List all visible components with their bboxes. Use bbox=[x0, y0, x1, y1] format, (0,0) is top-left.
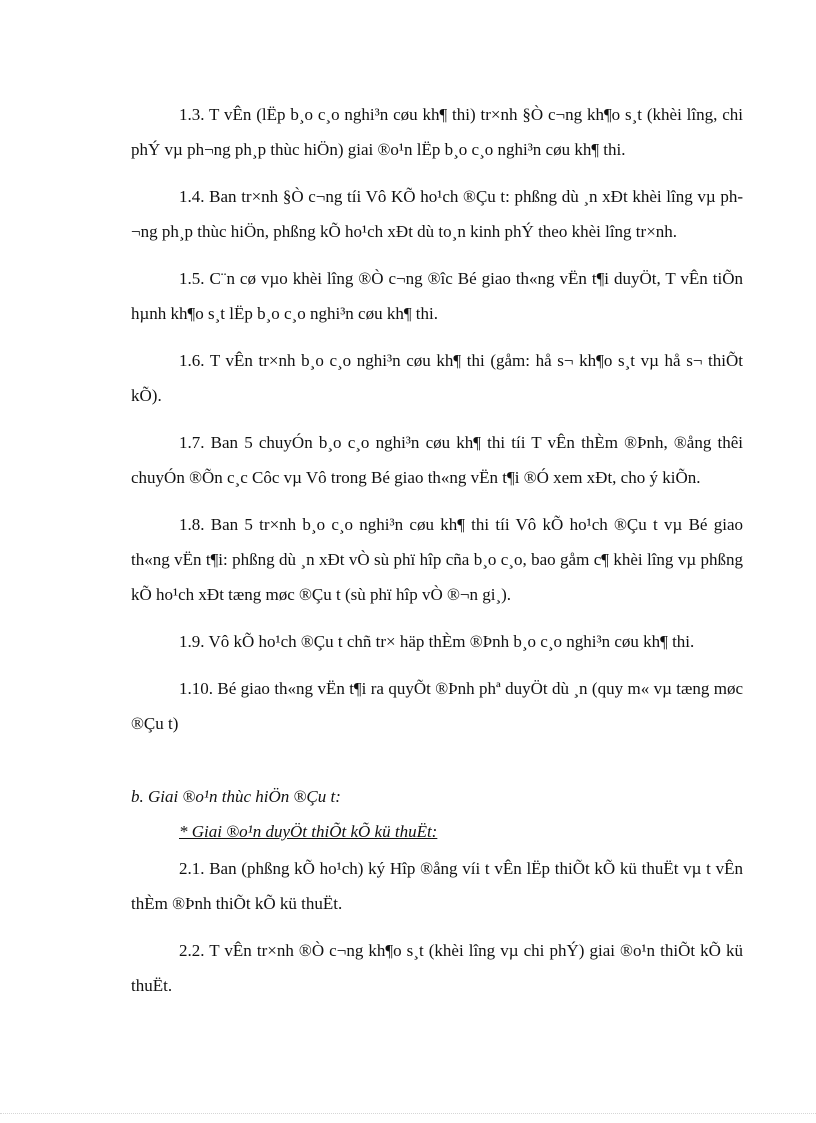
paragraph-1-7: 1.7. Ban 5 chuyÓn b¸o c¸o nghi³n cøu kh¶ thi tíi T vÊn thÈm ®Þnh, ®ång thêi chuyÓn ®Õn c¸c Côc vµ Vô trong Bé giao th«ng vËn t¶i ®Ó xem xÐt, cho ý kiÕn. bbox=[131, 433, 743, 487]
paragraph-1-5: 1.5. C¨n cø vµo khèi lîng ®Ò c¬ng ®îc Bé giao th«ng vËn t¶i duyÖt, T vÊn tiÕn hµnh kh¶o s¸t lËp b¸o c¸o nghi³n cøu kh¶ thi. bbox=[131, 269, 743, 323]
paragraph-1-4: 1.4. Ban tr×nh §Ò c¬ng tíi Vô KÕ ho¹ch ®Çu t: phßng dù ¸n xÐt khèi lîng vµ ph¬ng ph¸p thùc hiÖn, phßng kÕ ho¹ch xÐt dù to¸n kinh phÝ theo khèi lîng tr×nh. bbox=[131, 187, 743, 241]
paragraph-1-3: 1.3. T vÊn (lËp b¸o c¸o nghi³n cøu kh¶ thi) tr×nh §Ò c¬ng kh¶o s¸t (khèi lîng, chi phÝ vµ ph¬ng ph¸p thùc hiÖn) giai ®o¹n lËp b¸o c¸o nghi³n cøu kh¶ thi. bbox=[131, 105, 743, 159]
section-b-heading: b. Giai ®o¹n thùc hiÖn ®Çu t: bbox=[131, 787, 341, 806]
paragraph-1-10: 1.10. Bé giao th«ng vËn t¶i ra quyÕt ®Þnh phª duyÖt dù ¸n (quy m« vµ tæng møc ®Çu t) bbox=[131, 679, 743, 733]
paragraph-1-8: 1.8. Ban 5 tr×nh b¸o c¸o nghi³n cøu kh¶ thi tíi Vô kÕ ho¹ch ®Çu t vµ Bé giao th«ng vËn t¶i: phßng dù ¸n xÐt vÒ sù phï hîp cña b¸o c¸o, bao gåm c¶ khèi lîng vµ phßng kÕ ho¹ch xÐt tæng møc ®Çu t (sù phï hîp vÒ ®¬n gi¸). bbox=[131, 515, 743, 604]
paragraph-1-9: 1.9. Vô kÕ ho¹ch ®Çu t chñ tr× häp thÈm ®Þnh b¸o c¸o nghi³n cøu kh¶ thi. bbox=[179, 632, 695, 651]
paragraph-1-6: 1.6. T vÊn tr×nh b¸o c¸o nghi³n cøu kh¶ thi (gåm: hå s¬ kh¶o s¸t vµ hå s¬ thiÕt kÕ). bbox=[131, 351, 743, 405]
page-bottom-divider bbox=[0, 1113, 816, 1114]
subsection-heading: * Giai ®o¹n duyÖt thiÕt kÕ kü thuËt: bbox=[179, 822, 438, 841]
paragraph-2-1: 2.1. Ban (phßng kÕ ho¹ch) ký Hîp ®ång víi t vÊn lËp thiÕt kÕ kü thuËt vµ t vÊn thÈm ®Þnh thiÕt kÕ kü thuËt. bbox=[131, 859, 743, 913]
paragraph-2-2: 2.2. T vÊn tr×nh ®Ò c¬ng kh¶o s¸t (khèi lîng vµ chi phÝ) giai ®o¹n thiÕt kÕ kü thuËt. bbox=[131, 941, 743, 995]
document-body bbox=[131, 97, 743, 1015]
